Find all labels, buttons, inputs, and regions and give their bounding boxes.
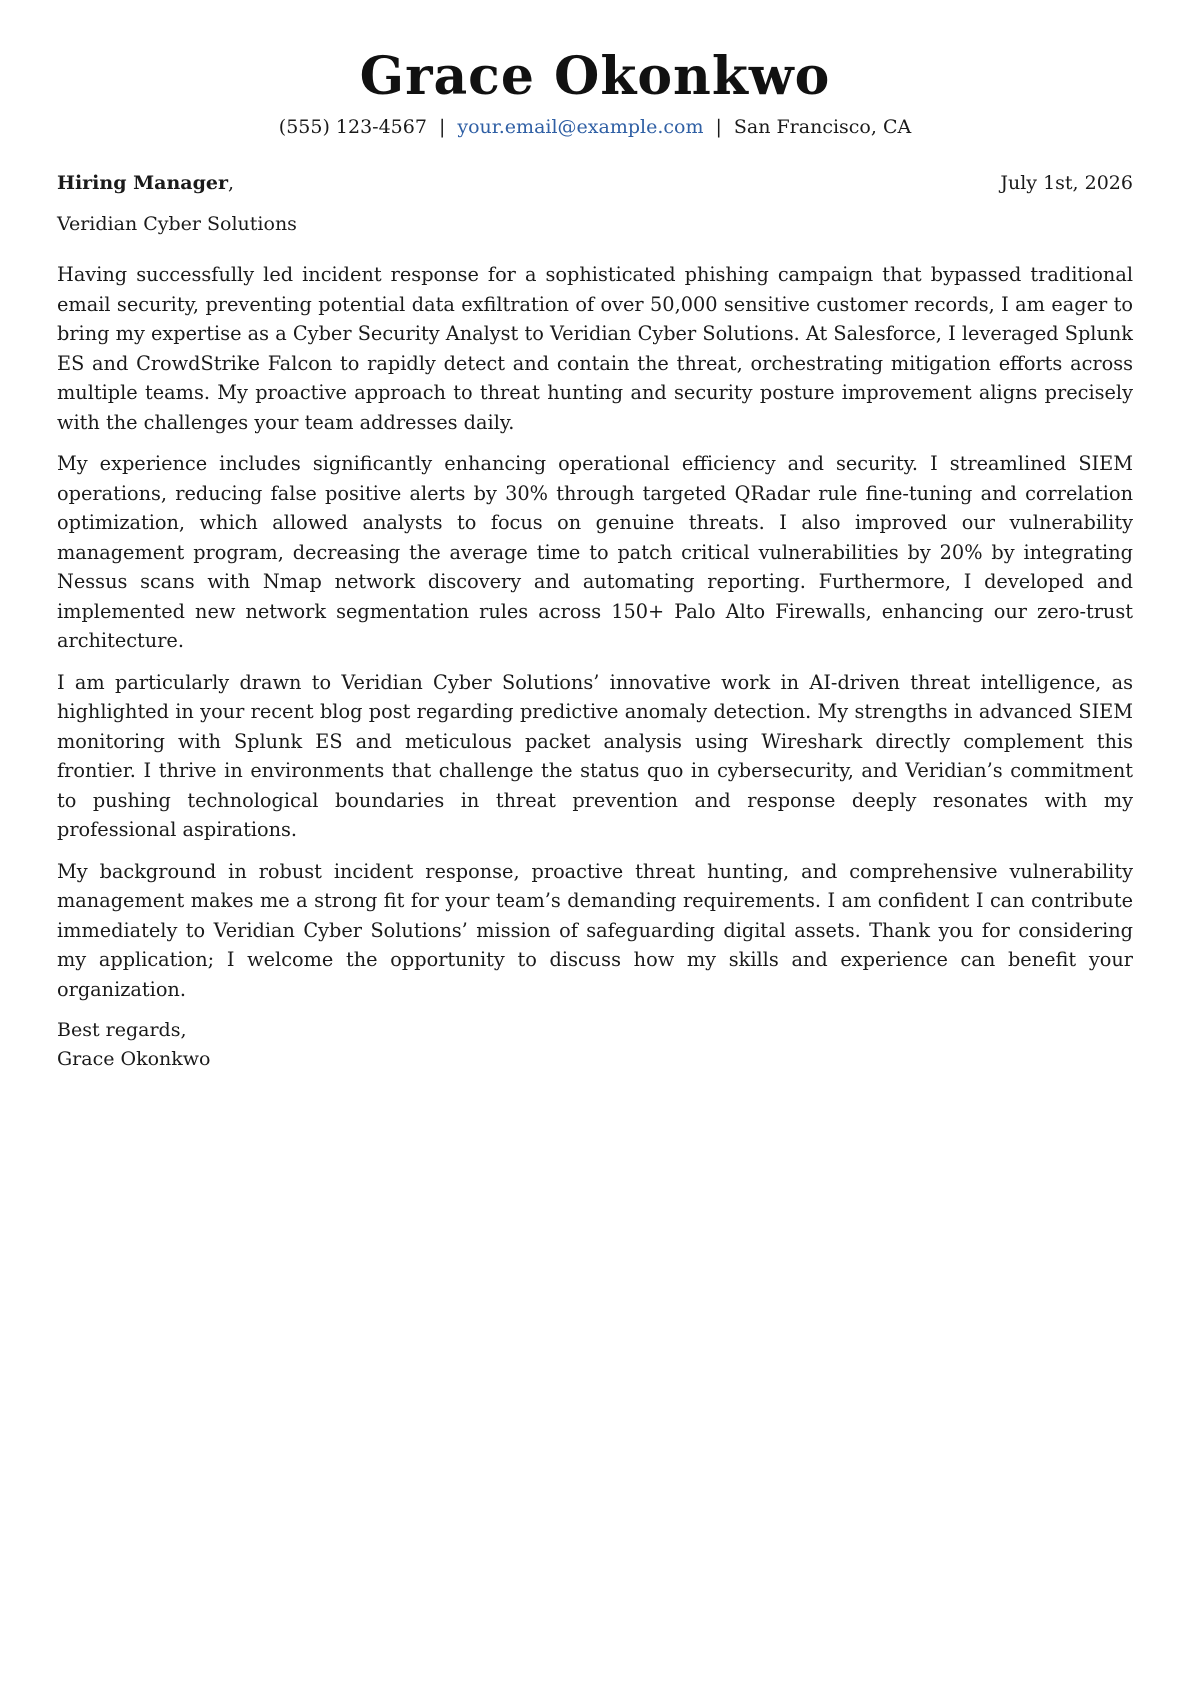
- contact-separator: |: [438, 116, 446, 138]
- applicant-name: Grace Okonkwo: [359, 46, 831, 107]
- phone-number: (555) 123-4567: [278, 116, 427, 138]
- body-paragraph: I am particularly drawn to Veridian Cyber Solutions’ innovative work in AI-driven threat intelligence, as highlighted in your recent blog post regarding predictive anomaly detection. My strengths in advanced SIEM monitoring with Splunk ES and meticulous packet analysis using Wireshark directly complement this frontier. I thrive in environments that challenge the status quo in cybersecurity, and Veridian’s commitment to pushing technological boundaries in threat prevention and response deeply resonates with my professional aspirations.: [57, 670, 1133, 841]
- salutation-suffix: ,: [227, 172, 235, 194]
- recipient-name: Hiring Manager: [57, 172, 228, 194]
- contact-line: [57, 114, 1133, 140]
- email-link[interactable]: your.email@example.com: [457, 116, 704, 138]
- letter-date: July 1st, 2026: [1000, 172, 1133, 194]
- signature: Grace Okonkwo: [57, 1048, 211, 1070]
- recipient-company: Veridian Cyber Solutions: [57, 213, 297, 235]
- body-paragraph: My background in robust incident response, proactive threat hunting, and comprehensive vulnerability management makes me a strong fit for your team’s demanding requirements. I am confident I can contribute immediately to Veridian Cyber Solutions’ mission of safeguarding digital assets. Thank you for considering my application; I welcome the opportunity to discuss how my skills and experience can benefit your organization.: [57, 859, 1133, 1001]
- body-paragraph: My experience includes significantly enhancing operational efficiency and security. I streamlined SIEM operations, reducing false positive alerts by 30% through targeted QRadar rule fine-tuning and correlation optimization, which allowed analysts to focus on genuine threats. I also improved our vulnerability management program, decreasing the average time to patch critical vulnerabilities by 20% by integrating Nessus scans with Nmap network discovery and automating reporting. Furthermore, I developed and implemented new network segmentation rules across 150+ Palo Alto Firewalls, enhancing our zero-trust architecture.: [57, 452, 1133, 652]
- closing-block: [57, 1016, 1133, 1074]
- location: San Francisco, CA: [733, 116, 912, 138]
- sign-off: Best regards,: [57, 1019, 187, 1041]
- salutation: [57, 170, 234, 196]
- letter-body: [57, 260, 1133, 1004]
- recipient-date-row: [57, 170, 1133, 196]
- body-paragraph: Having successfully led incident response for a sophisticated phishing campaign that bypassed traditional email security, preventing potential data exfiltration of over 50,000 sensitive customer records, I am eager to bring my expertise as a Cyber Security Analyst to Veridian Cyber Solutions. At Salesforce, I leveraged Splunk ES and CrowdStrike Falcon to rapidly detect and contain the threat, orchestrating mitigation efforts across multiple teams. My proactive approach to threat hunting and security posture improvement aligns precisely with the challenges your team addresses daily.: [57, 263, 1133, 434]
- contact-separator: |: [715, 116, 722, 138]
- cover-letter-page: [57, 0, 1133, 1074]
